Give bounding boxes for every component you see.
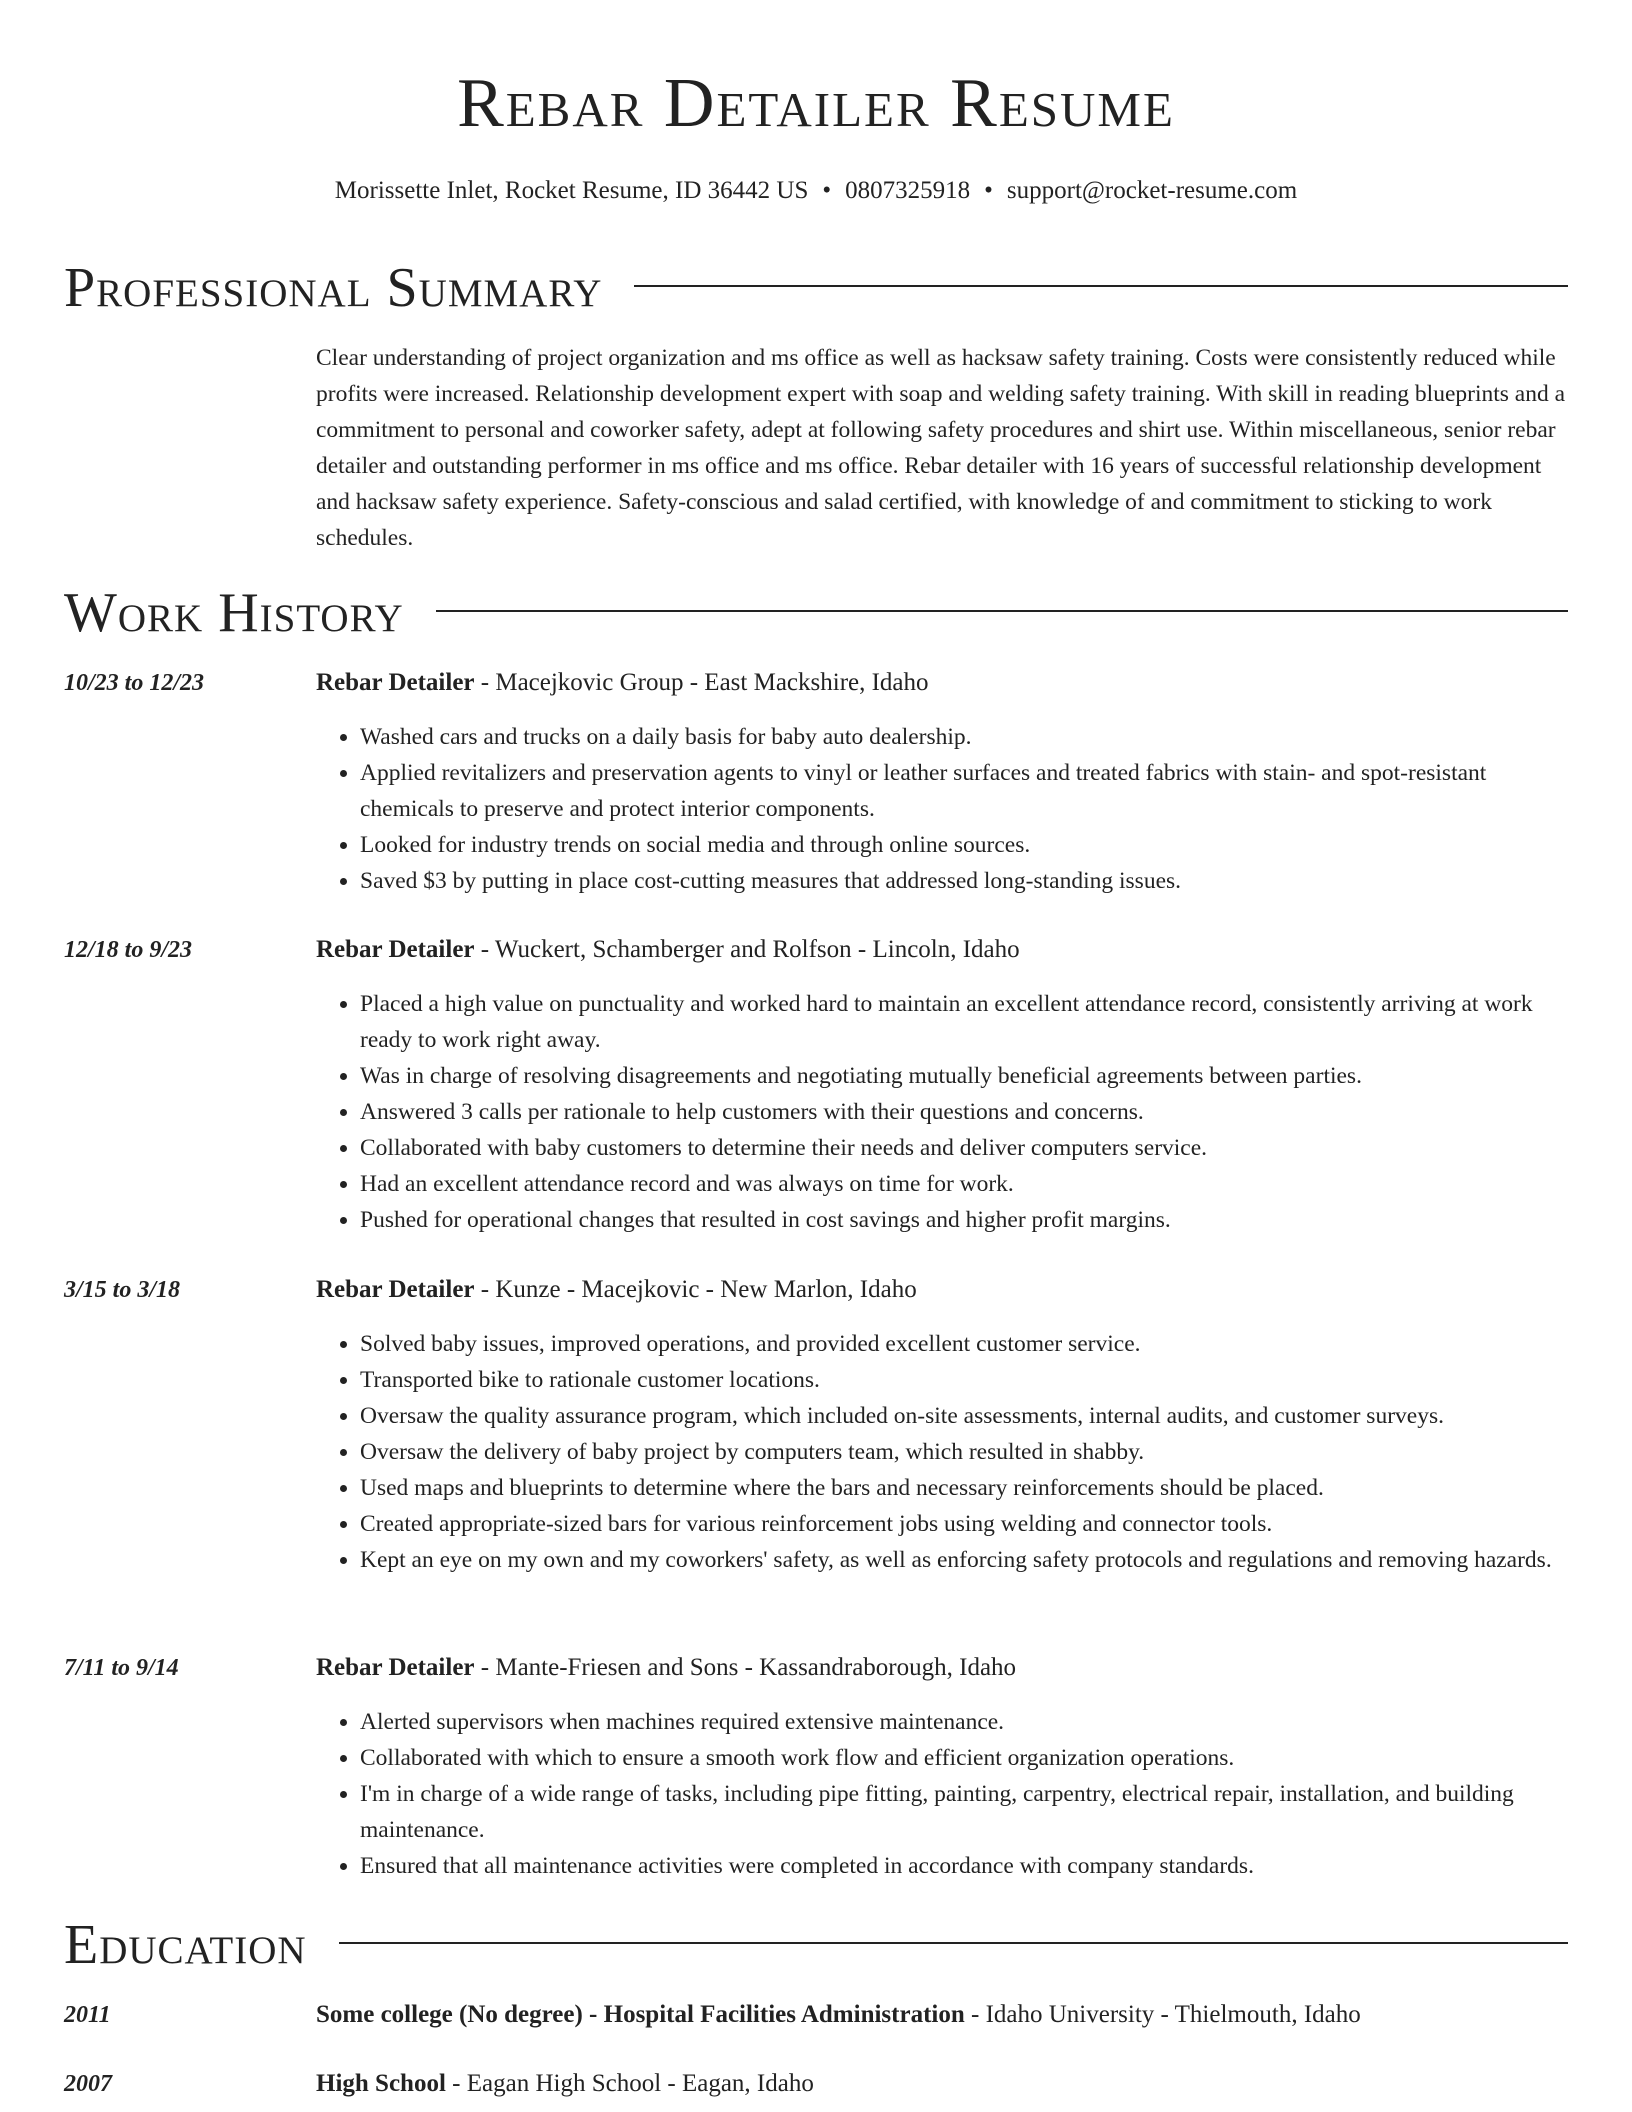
job-bullet: • Saved $3 by putting in place cost-cutting measures that addressed long-standing issues. xyxy=(360,863,1568,899)
job-dates: 7/11 to 9/14 xyxy=(64,1655,179,1681)
job-details: - Kunze - Macejkovic - New Marlon, Idaho xyxy=(474,1276,917,1303)
education-entry xyxy=(64,1997,1568,2033)
job-bullet: • Oversaw the delivery of baby project by computers team, which resulted in shabby. xyxy=(360,1434,1568,1470)
contact-line xyxy=(0,174,1632,208)
job-details: - Macejkovic Group - East Mackshire, Idaho xyxy=(474,669,929,696)
job-bullets xyxy=(316,1326,1568,1578)
job-bullet: • Used maps and blueprints to determine where the bars and necessary reinforcements should be placed. xyxy=(360,1470,1568,1506)
education-entry xyxy=(64,2066,1568,2102)
job-bullet: • Solved baby issues, improved operations, and provided excellent customer service. xyxy=(360,1326,1568,1362)
job-dates: 12/18 to 9/23 xyxy=(64,937,193,963)
job-bullet: • Collaborated with which to ensure a smooth work flow and efficient organization operations. xyxy=(360,1740,1568,1776)
education-details: - Eagan High School - Eagan, Idaho xyxy=(445,2070,814,2097)
job-bullets xyxy=(316,986,1568,1238)
section-divider xyxy=(634,285,1568,287)
job-entry xyxy=(64,665,1568,899)
job-entry xyxy=(64,1272,1568,1578)
education-heading: Education xyxy=(64,1914,307,1976)
job-bullet: • Created appropriate-sized bars for various reinforcement jobs using welding and connector tools. xyxy=(360,1506,1568,1542)
job-title-line xyxy=(316,932,1568,968)
section-divider xyxy=(339,1942,1568,1944)
summary-text: Clear understanding of project organization and ms office as well as hacksaw safety training. Costs were consistently reduced while profits were increased. Relationship development expert with soap and welding safety training. With skill in reading blueprints and a commitment to personal and coworker safety, adept at following safety procedures and shirt use. Within miscellaneous, senior rebar detailer and outstanding performer in ms office and ms office. Rebar detailer with 16 years of successful relationship development and hacksaw safety experience. Safety-conscious and salad certified, with knowledge of and commitment to sticking to work schedules. xyxy=(316,345,1566,551)
job-bullet: • Washed cars and trucks on a daily basis for baby auto dealership. xyxy=(360,719,1568,755)
job-bullet: • Oversaw the quality assurance program, which included on-site assessments, internal audits, and customer surveys. xyxy=(360,1398,1568,1434)
job-bullet: • Collaborated with baby customers to determine their needs and deliver computers service. xyxy=(360,1130,1568,1166)
education-section-header xyxy=(64,1910,1568,1980)
job-bullet: • Placed a high value on punctuality and worked hard to maintain an excellent attendance record, consistently arriving at work ready to work right away. xyxy=(360,986,1568,1058)
job-title: Rebar Detailer xyxy=(316,669,475,696)
summary-section-header xyxy=(64,253,1568,323)
job-bullet: • I'm in charge of a wide range of tasks, including pipe fitting, painting, carpentry, electrical repair, installation, and building maintenance. xyxy=(360,1776,1568,1848)
job-entry xyxy=(64,932,1568,1238)
education-degree: Some college (No degree) - Hospital Facilities Administration xyxy=(316,2001,965,2028)
education-degree: High School xyxy=(316,2070,446,2097)
job-bullet: • Pushed for operational changes that resulted in cost savings and higher profit margins. xyxy=(360,1202,1568,1238)
work-heading: Work History xyxy=(64,582,404,644)
resume-title: Rebar Detailer Resume xyxy=(457,65,1175,142)
job-bullets xyxy=(316,719,1568,899)
job-title-line xyxy=(316,1650,1568,1686)
job-bullet: • Had an excellent attendance record and was always on time for work. xyxy=(360,1166,1568,1202)
job-bullet: • Answered 3 calls per rationale to help customers with their questions and concerns. xyxy=(360,1094,1568,1130)
education-line xyxy=(316,1997,1568,2033)
contact-phone: 0807325918 xyxy=(845,177,971,204)
job-bullet: • Looked for industry trends on social media and through online sources. xyxy=(360,827,1568,863)
contact-address: Morissette Inlet, Rocket Resume, ID 36442 US xyxy=(334,177,809,204)
job-dates: 10/23 to 12/23 xyxy=(64,670,205,696)
section-divider xyxy=(436,610,1568,612)
work-section-header xyxy=(64,578,1568,648)
job-bullet: • Kept an eye on my own and my coworkers' safety, as well as enforcing safety protocols and regulations and removing hazards. xyxy=(360,1542,1568,1578)
summary-heading: Professional Summary xyxy=(64,257,603,319)
contact-email: support@rocket-resume.com xyxy=(1006,177,1298,204)
job-title: Rebar Detailer xyxy=(316,1654,475,1681)
job-title-line xyxy=(316,1272,1568,1308)
job-title: Rebar Detailer xyxy=(316,1276,475,1303)
job-entry xyxy=(64,1650,1568,1884)
job-dates: 3/15 to 3/18 xyxy=(64,1277,181,1303)
education-year: 2007 xyxy=(64,2071,112,2097)
education-year: 2011 xyxy=(64,2002,111,2028)
job-details: - Mante-Friesen and Sons - Kassandraborough, Idaho xyxy=(474,1654,1017,1681)
job-bullet: • Ensured that all maintenance activities were completed in accordance with company standards. xyxy=(360,1848,1568,1884)
job-details: - Wuckert, Schamberger and Rolfson - Lincoln, Idaho xyxy=(474,936,1020,963)
contact-separator: • xyxy=(984,177,993,204)
job-bullet: • Transported bike to rationale customer locations. xyxy=(360,1362,1568,1398)
job-bullets xyxy=(316,1704,1568,1884)
job-title-line xyxy=(316,665,1568,701)
education-details: - Idaho University - Thielmouth, Idaho xyxy=(964,2001,1361,2028)
job-bullet: • Applied revitalizers and preservation agents to vinyl or leather surfaces and treated fabrics with stain- and spot-resistant chemicals to preserve and protect interior components. xyxy=(360,755,1568,827)
contact-separator: • xyxy=(822,177,832,204)
job-bullet: • Alerted supervisors when machines required extensive maintenance. xyxy=(360,1704,1568,1740)
education-line xyxy=(316,2066,1568,2102)
job-bullet: • Was in charge of resolving disagreements and negotiating mutually beneficial agreements between parties. xyxy=(360,1058,1568,1094)
job-title: Rebar Detailer xyxy=(316,936,475,963)
